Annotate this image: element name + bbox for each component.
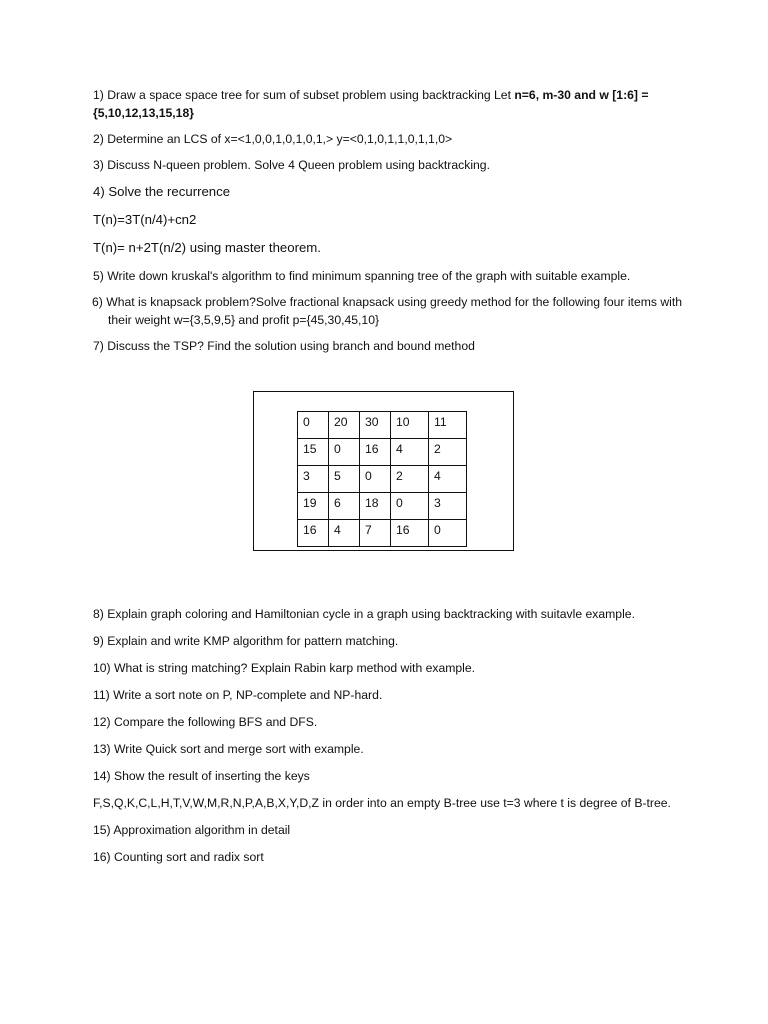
matrix-cell: 4 [429,466,467,493]
question-2: 2) Determine an LCS of x=<1,0,0,1,0,1,0,1,> y=<0,1,0,1,1,0,1,1,0> [93,132,453,146]
matrix-cell: 0 [391,493,429,520]
question-4-recurrence-b: T(n)= n+2T(n/2) using master theorem. [93,240,321,255]
matrix-row [298,439,467,466]
question-5: 5) Write down kruskal's algorithm to find minimum spanning tree of the graph with suitable example. [93,269,631,283]
question-9: 9) Explain and write KMP algorithm for pattern matching. [93,634,399,648]
matrix-cell: 18 [360,493,391,520]
question-11: 11) Write a sort note on P, NP-complete and NP-hard. [93,688,383,702]
question-13: 13) Write Quick sort and merge sort with example. [93,742,364,756]
matrix-cell: 5 [329,466,360,493]
tsp-matrix-box [253,391,514,551]
matrix-cell: 4 [329,520,360,547]
matrix-cell: 0 [298,412,329,439]
question-4: 4) Solve the recurrence [93,184,231,199]
matrix-cell: 16 [391,520,429,547]
question-14: 14) Show the result of inserting the keys [93,769,310,783]
tsp-matrix [297,411,467,547]
question-list-continued [93,605,683,875]
matrix-cell: 20 [329,412,360,439]
matrix-cell: 0 [360,466,391,493]
matrix-cell: 19 [298,493,329,520]
matrix-cell: 16 [360,439,391,466]
question-6: 6) What is knapsack problem?Solve fractional knapsack using greedy method for the following four items with their weight w={3,5,9,5} and profit p={45,30,45,10} [92,295,683,327]
matrix-row [298,466,467,493]
matrix-row [298,412,467,439]
matrix-cell: 15 [298,439,329,466]
question-12: 12) Compare the following BFS and DFS. [93,715,318,729]
question-14-keys: F,S,Q,K,C,L,H,T,V,W,M,R,N,P,A,B,X,Y,D,Z in order into an empty B-tree use t=3 where t is degree of B-tree. [93,796,671,810]
question-list [93,86,683,363]
question-15: 15) Approximation algorithm in detail [93,823,291,837]
matrix-row [298,520,467,547]
matrix-cell: 0 [329,439,360,466]
matrix-cell: 3 [429,493,467,520]
matrix-cell: 10 [391,412,429,439]
matrix-cell: 0 [429,520,467,547]
question-1: 1) Draw a space space tree for sum of subset problem using backtracking Let n=6, m-30 and w [1:6] = {5,10,12,13,15,18} [93,88,649,120]
matrix-cell: 11 [429,412,467,439]
matrix-cell: 30 [360,412,391,439]
matrix-cell: 4 [391,439,429,466]
matrix-cell: 6 [329,493,360,520]
matrix-cell: 16 [298,520,329,547]
question-16: 16) Counting sort and radix sort [93,850,264,864]
matrix-cell: 7 [360,520,391,547]
question-7: 7) Discuss the TSP? Find the solution using branch and bound method [93,339,475,353]
matrix-cell: 2 [429,439,467,466]
matrix-row [298,493,467,520]
question-8: 8) Explain graph coloring and Hamiltonian cycle in a graph using backtracking with suitavle example. [93,607,635,621]
question-3: 3) Discuss N-queen problem. Solve 4 Queen problem using backtracking. [93,158,490,172]
question-4-recurrence-a: T(n)=3T(n/4)+cn2 [93,212,197,227]
question-10: 10) What is string matching? Explain Rabin karp method with example. [93,661,476,675]
matrix-cell: 2 [391,466,429,493]
matrix-cell: 3 [298,466,329,493]
